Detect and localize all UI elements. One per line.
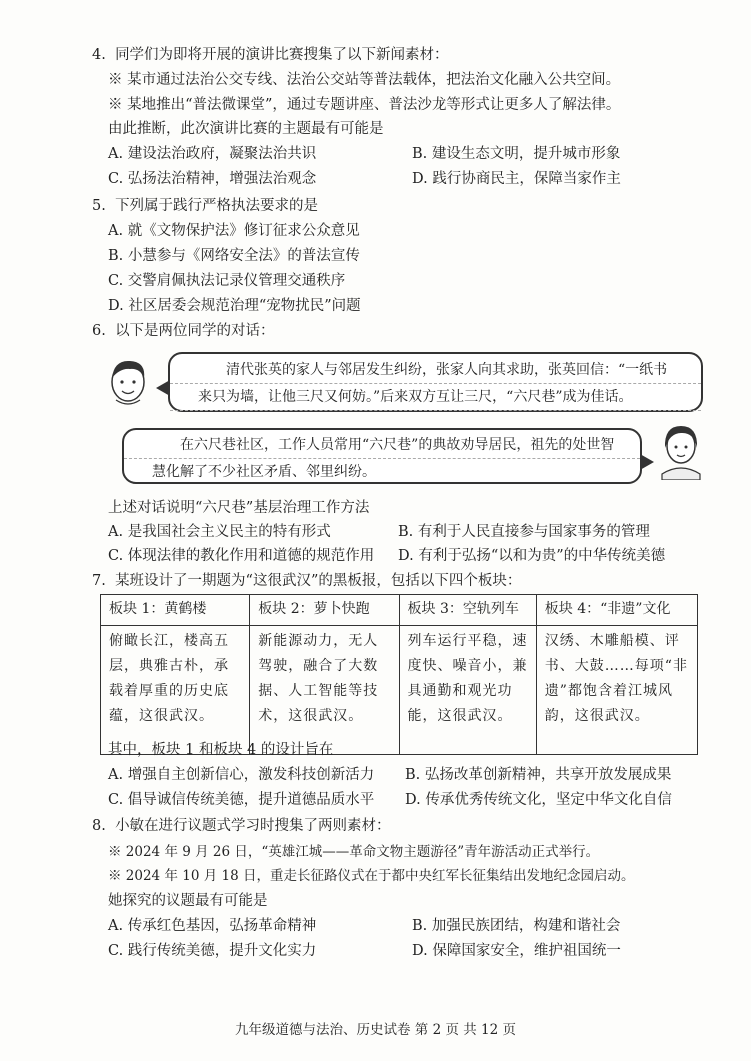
q8-option-b: B. 加强民族团结，构建和谐社会 bbox=[412, 918, 621, 934]
q8-option-a: A. 传承红色基因，弘扬革命精神 bbox=[108, 918, 317, 934]
dialogue-bubble-2 bbox=[122, 428, 642, 484]
dialogue-bubble-1 bbox=[168, 352, 703, 412]
q5-option-a: A. 就《文物保护法》修订征求公众意见 bbox=[108, 223, 360, 239]
q6-question: 上述对话说明“六尺巷”基层治理工作方法 bbox=[108, 500, 370, 516]
dialogue-text-1: 清代张英的家人与邻居发生纠纷，张家人向其求助，张英回信：“一纸书来只为墙，让他三尺又何妨。”后来双方互让三尺，“六尺巷”成为佳话。 bbox=[198, 362, 668, 405]
q6-stem: 6. 以下是两位同学的对话： bbox=[92, 323, 275, 339]
q7-stem: 7. 某班设计了一期题为“这很武汉”的黑板报，包括以下四个板块： bbox=[92, 573, 522, 589]
q4-option-d: D. 践行协商民主，保障当家作主 bbox=[412, 171, 621, 187]
q4-option-a: A. 建设法治政府，凝聚法治共识 bbox=[108, 146, 317, 162]
q4-question: 由此推断，此次演讲比赛的主题最有可能是 bbox=[108, 121, 384, 137]
q8-option-c: C. 践行传统美德，提升文化实力 bbox=[108, 943, 317, 959]
blackboard-sections-table bbox=[100, 594, 698, 755]
q7-option-b: B. 弘扬改革创新精神，共享开放发展成果 bbox=[405, 767, 672, 783]
student-boy-illustration bbox=[100, 352, 156, 412]
q5-stem: 5. 下列属于践行严格执法要求的是 bbox=[92, 198, 319, 214]
q4-option-b: B. 建设生态文明，提升城市形象 bbox=[412, 146, 621, 162]
section-4-content: 汉绣、木雕船模、评书、大鼓……每项“非遗”都饱含着江城风韵，这很武汉。 bbox=[536, 626, 697, 755]
student-girl-illustration bbox=[654, 418, 708, 480]
q6-option-d: D. 有利于弘扬“以和为贵”的中华传统美德 bbox=[398, 548, 666, 564]
q6-option-c: C. 体现法律的教化作用和道德的规范作用 bbox=[108, 548, 375, 564]
section-2-content: 新能源动力，无人驾驶，融合了大数据、人工智能等技术，这很武汉。 bbox=[250, 626, 399, 755]
q4-option-c: C. 弘扬法治精神，增强法治观念 bbox=[108, 171, 317, 187]
dialogue-text-2: 在六尺巷社区，工作人员常用“六尺巷”的典故劝导居民，祖先的处世智慧化解了不少社区矛盾、邻里纠纷。 bbox=[152, 437, 615, 480]
q7-question: 其中，板块 1 和板块 4 的设计旨在 bbox=[108, 742, 334, 758]
section-1-header: 板块 1：黄鹤楼 bbox=[101, 595, 250, 626]
q6-option-b: B. 有利于人民直接参与国家事务的管理 bbox=[398, 524, 650, 540]
q8-option-d: D. 保障国家安全，维护祖国统一 bbox=[412, 943, 621, 959]
q4-stem: 4. 同学们为即将开展的演讲比赛搜集了以下新闻素材： bbox=[92, 47, 449, 63]
q4-item-1: ※ 某市通过法治公交专线、法治公交站等普法载体，把法治文化融入公共空间。 bbox=[108, 72, 621, 88]
page-footer: 九年级道德与法治、历史试卷 第 2 页 共 12 页 bbox=[234, 1022, 516, 1038]
section-2-header: 板块 2：萝卜快跑 bbox=[250, 595, 399, 626]
q5-option-c: C. 交警肩佩执法记录仪管理交通秩序 bbox=[108, 273, 346, 289]
q5-option-b: B. 小慧参与《网络安全法》的普法宣传 bbox=[108, 248, 360, 264]
section-3-content: 列车运行平稳，速度快、噪音小，兼具通勤和观光功能，这很武汉。 bbox=[399, 626, 536, 755]
q4-item-2: ※ 某地推出“普法微课堂”，通过专题讲座、普法沙龙等形式让更多人了解法律。 bbox=[108, 97, 621, 113]
q7-option-a: A. 增强自主创新信心，激发科技创新活力 bbox=[108, 767, 375, 783]
q8-item-2: ※ 2024 年 10 月 18 日，重走长征路仪式在于都中央红军长征集结出发地纪念园启动。 bbox=[108, 868, 635, 884]
section-1-content: 俯瞰长江，楼高五层，典雅古朴，承载着厚重的历史底蕴，这很武汉。 bbox=[101, 626, 250, 755]
q7-option-c: C. 倡导诚信传统美德，提升道德品质水平 bbox=[108, 792, 375, 808]
q8-item-1: ※ 2024 年 9 月 26 日，“英雄江城——革命文物主题游径”青年游活动正式举行。 bbox=[108, 844, 600, 860]
table-row bbox=[101, 626, 698, 755]
q7-option-d: D. 传承优秀传统文化，坚定中华文化自信 bbox=[405, 792, 672, 808]
q8-question: 她探究的议题最有可能是 bbox=[108, 893, 268, 909]
q8-stem: 8. 小敏在进行议题式学习时搜集了两则素材： bbox=[92, 818, 391, 834]
q5-option-d: D. 社区居委会规范治理“宠物扰民”问题 bbox=[108, 298, 361, 314]
table-header-row bbox=[101, 595, 698, 626]
q6-option-a: A. 是我国社会主义民主的特有形式 bbox=[108, 524, 331, 540]
section-4-header: 板块 4：“非遗”文化 bbox=[536, 595, 697, 626]
section-3-header: 板块 3：空轨列车 bbox=[399, 595, 536, 626]
